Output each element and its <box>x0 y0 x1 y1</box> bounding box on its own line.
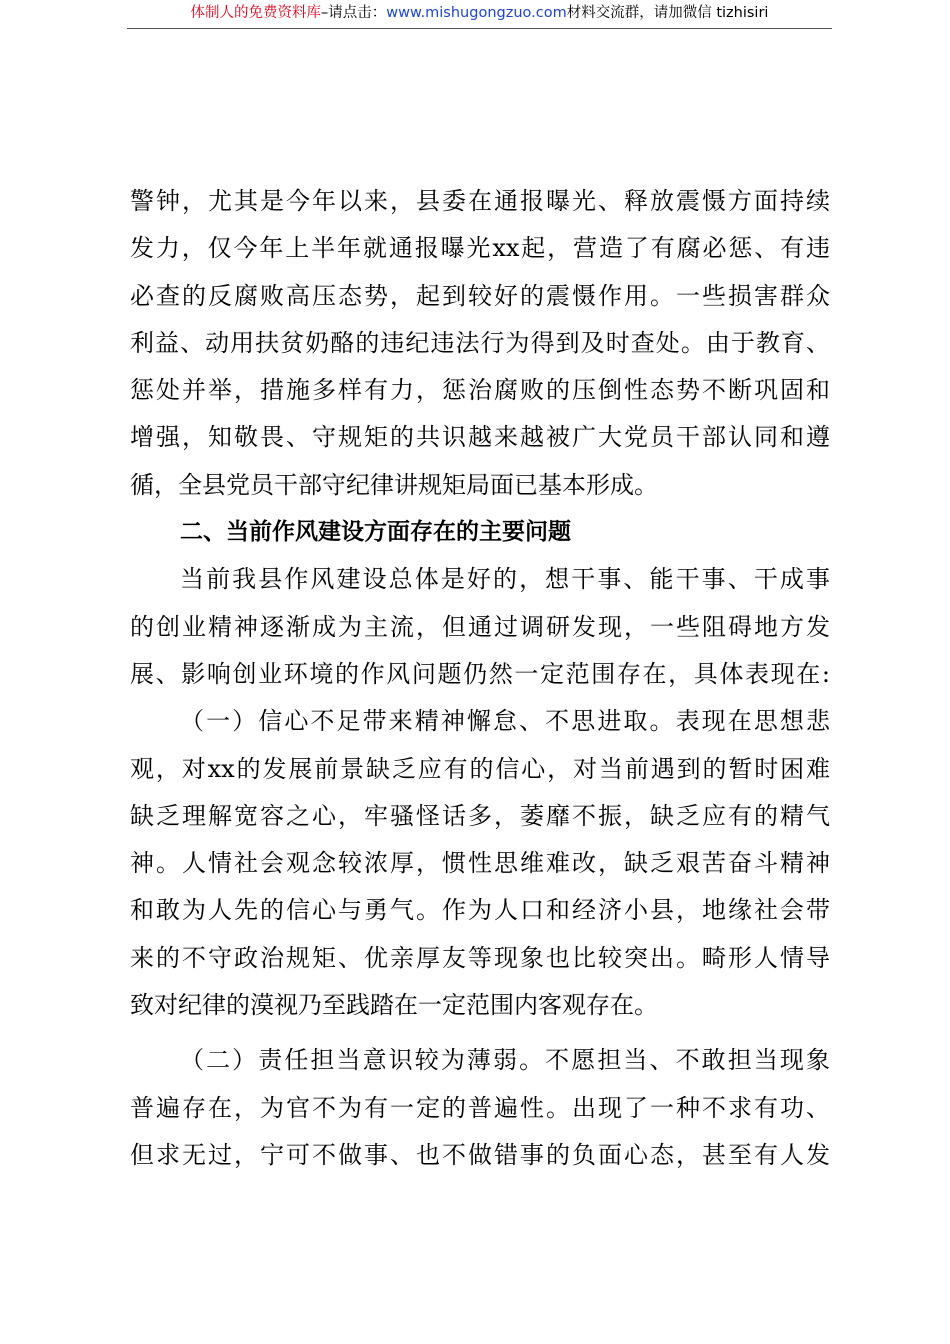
text-line: 惩处并举，措施多样有力，惩治腐败的压倒性态势不断巩固和 <box>130 376 830 405</box>
text-line: 的创业精神逐渐成为主流，但通过调研发现，一些阻碍地方发 <box>130 612 830 641</box>
text-line: 和敢为人先的信心与勇气。作为人口和经济小县，地缘社会带 <box>130 896 830 925</box>
header-url-link[interactable]: www.mishugongzuo.com <box>386 5 567 21</box>
header-contact: 材料交流群，请加微信 tizhisiri <box>566 5 769 21</box>
text-line: 但求无过，宁可不做事、也不做错事的负面心态，甚至有人发 <box>130 1140 830 1169</box>
text-line: 普遍存在，为官不为有一定的普遍性。出现了一种不求有功、 <box>130 1093 830 1122</box>
header-click-prompt: –请点击： <box>321 5 387 21</box>
text-line: 致对纪律的漠视乃至践踏在一定范围内客观存在。 <box>130 991 658 1020</box>
section-heading: 二、当前作风建设方面存在的主要问题 <box>180 519 571 546</box>
page-header <box>127 0 832 29</box>
text-line: 当前我县作风建设总体是好的，想干事、能干事、干成事 <box>180 565 830 594</box>
text-line: 警钟，尤其是今年以来，县委在通报曝光、释放震慑方面持续 <box>130 187 830 215</box>
header-brand: 体制人的免费资料库 <box>190 5 322 21</box>
text-line: 循，全县党员干部守纪律讲规矩局面已基本形成。 <box>130 470 658 499</box>
text-line: 发力，仅今年上半年就通报曝光xx起，营造了有腐必惩、有违 <box>130 234 830 263</box>
text-line: 增强，知敬畏、守规矩的共识越来越被广大党员干部认同和遵 <box>130 423 830 452</box>
text-line: 来的不守政治规矩、优亲厚友等现象也比较突出。畸形人情导 <box>130 943 830 972</box>
text-line: 神。人情社会观念较浓厚，惯性思维难改，缺乏艰苦奋斗精神 <box>130 849 830 878</box>
text-line: 展、影响创业环境的作风问题仍然一定范围存在，具体表现在: <box>130 659 830 688</box>
subsection-line: （一）信心不足带来精神懈怠、不思进取。表现在思想悲 <box>180 707 830 736</box>
subsection-line: （二）责任担当意识较为薄弱。不愿担当、不敢担当现象 <box>180 1046 830 1075</box>
text-line: 缺乏理解宽容之心，牢骚怪话多，萎靡不振，缺乏应有的精气 <box>130 801 830 830</box>
text-line: 利益、动用扶贫奶酪的违纪违法行为得到及时查处。由于教育、 <box>130 328 830 357</box>
document-body <box>130 178 830 1179</box>
text-line: 必查的反腐败高压态势，起到较好的震慑作用。一些损害群众 <box>130 281 830 310</box>
text-line: 观，对xx的发展前景缺乏应有的信心，对当前遇到的暂时困难 <box>130 754 830 783</box>
